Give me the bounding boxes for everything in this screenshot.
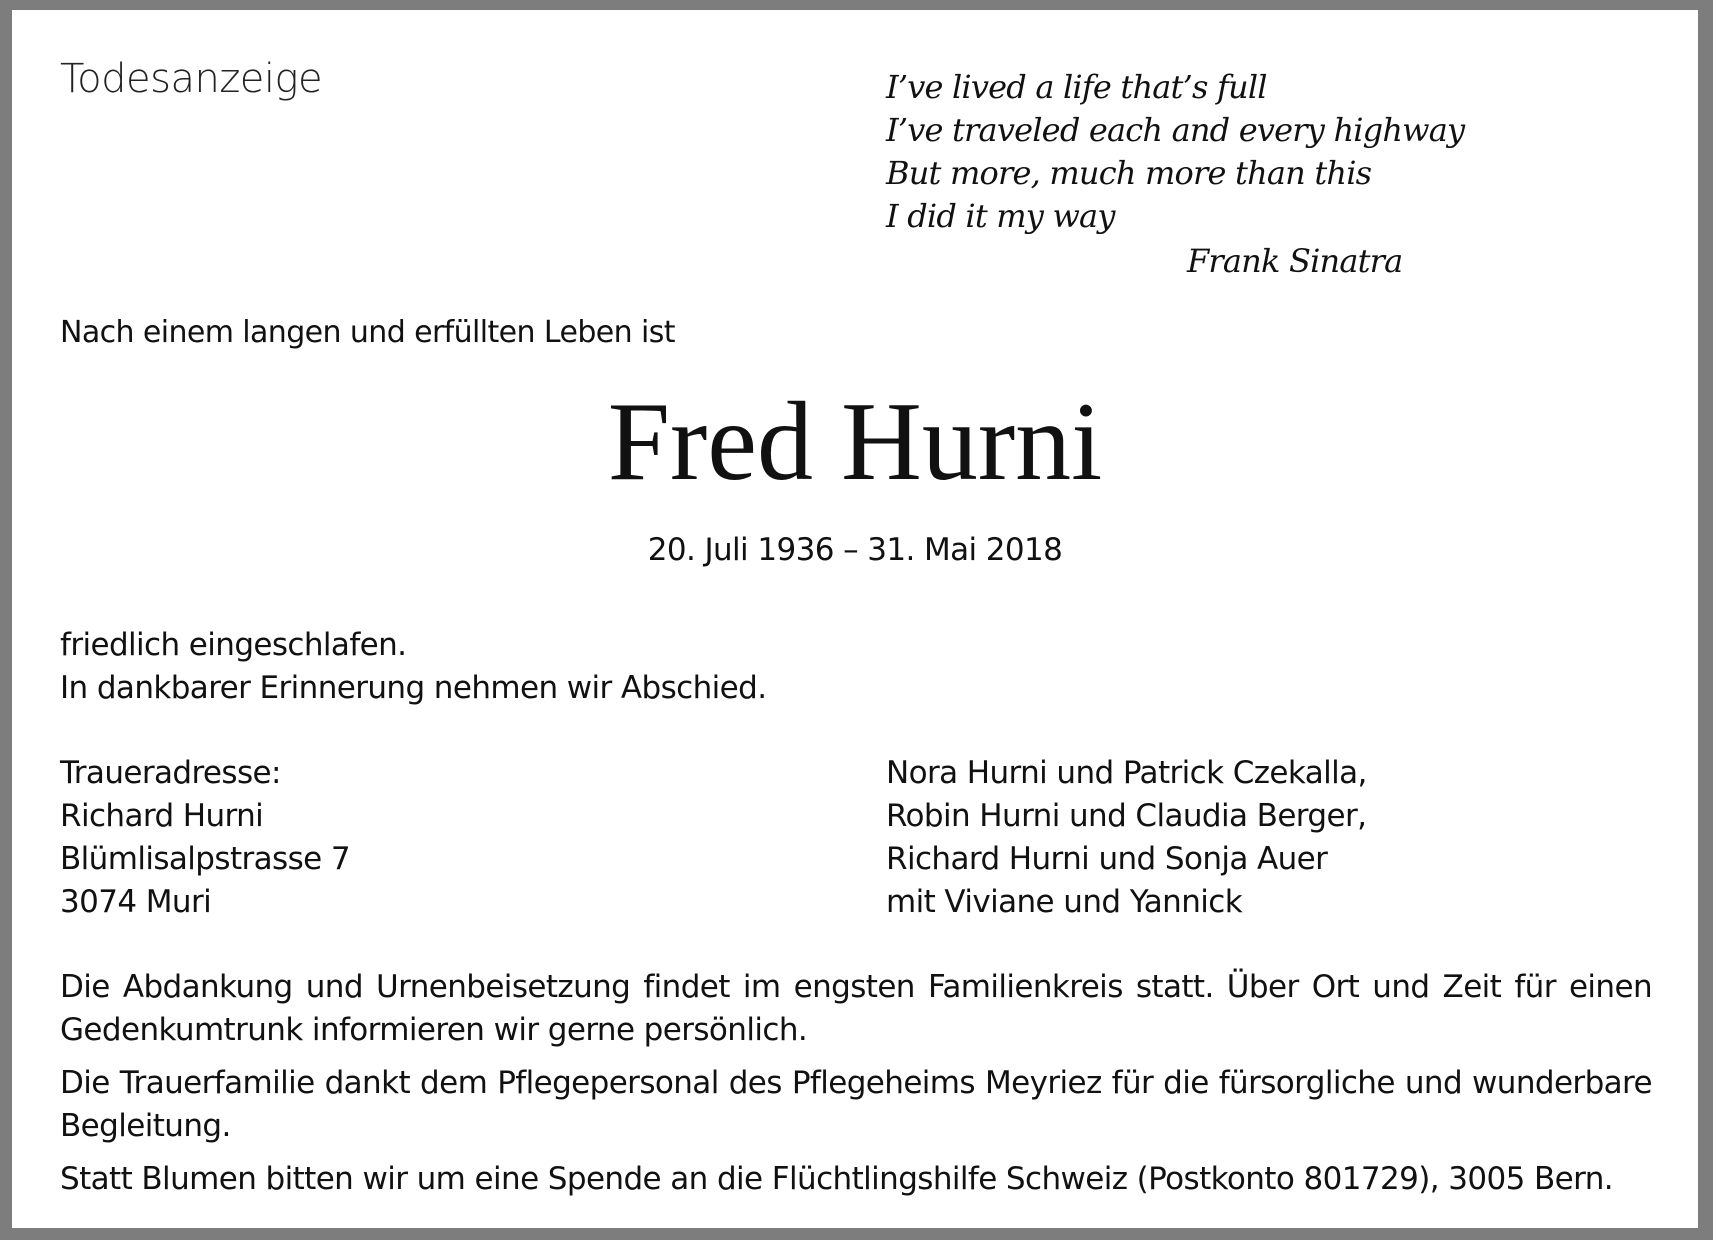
note-paragraph: Die Abdankung und Urnenbeisetzung findet im engsten Familienkreis statt. Über Ort und Zeit für einen Gedenkumtrunk informieren wir gerne persönlich.: [60, 969, 1652, 1048]
notice-type-label: Todesanzeige: [60, 56, 323, 102]
family-line: Robin Hurni und Claudia Berger,: [886, 798, 1367, 834]
note-paragraph: Die Trauerfamilie dankt dem Pflegepersonal des Pflegeheims Meyriez für die fürsorgliche und wunderbare Begleitung.: [60, 1065, 1652, 1144]
mourning-address: [60, 752, 350, 924]
poem-line: I’ve lived a life that’s full: [886, 68, 1267, 106]
poem-line: I did it my way: [886, 197, 1115, 235]
poem-author: Frank Sinatra: [1187, 242, 1403, 280]
life-dates: 20. Juli 1936 – 31. Mai 2018: [647, 532, 1063, 568]
family-line: mit Viviane und Yannick: [886, 884, 1243, 920]
family-line: Nora Hurni und Patrick Czekalla,: [886, 755, 1367, 791]
address-line: Traueradresse:: [60, 755, 281, 791]
intro-text: Nach einem langen und erfüllten Leben ist: [60, 315, 675, 350]
address-line: Blümlisalpstrasse 7: [60, 841, 350, 877]
poem-line: I’ve traveled each and every highway: [886, 111, 1465, 149]
farewell-line: friedlich eingeschlafen.: [60, 627, 407, 663]
farewell-text: [60, 624, 766, 710]
deceased-name: Fred Hurni: [607, 380, 1103, 504]
address-line: Richard Hurni: [60, 798, 264, 834]
obituary-notice: [12, 10, 1698, 1228]
poem-quote: [886, 66, 1464, 283]
farewell-line: In dankbarer Erinnerung nehmen wir Abschied.: [60, 670, 767, 706]
address-line: 3074 Muri: [60, 884, 212, 920]
poem-line: But more, much more than this: [886, 154, 1372, 192]
notes-section: [60, 966, 1652, 1211]
family-line: Richard Hurni und Sonja Auer: [886, 841, 1328, 877]
family-names: [886, 752, 1367, 924]
note-paragraph: Statt Blumen bitten wir um eine Spende an die Flüchtlingshilfe Schweiz (Postkonto 801729), 3005 Bern.: [60, 1161, 1613, 1197]
